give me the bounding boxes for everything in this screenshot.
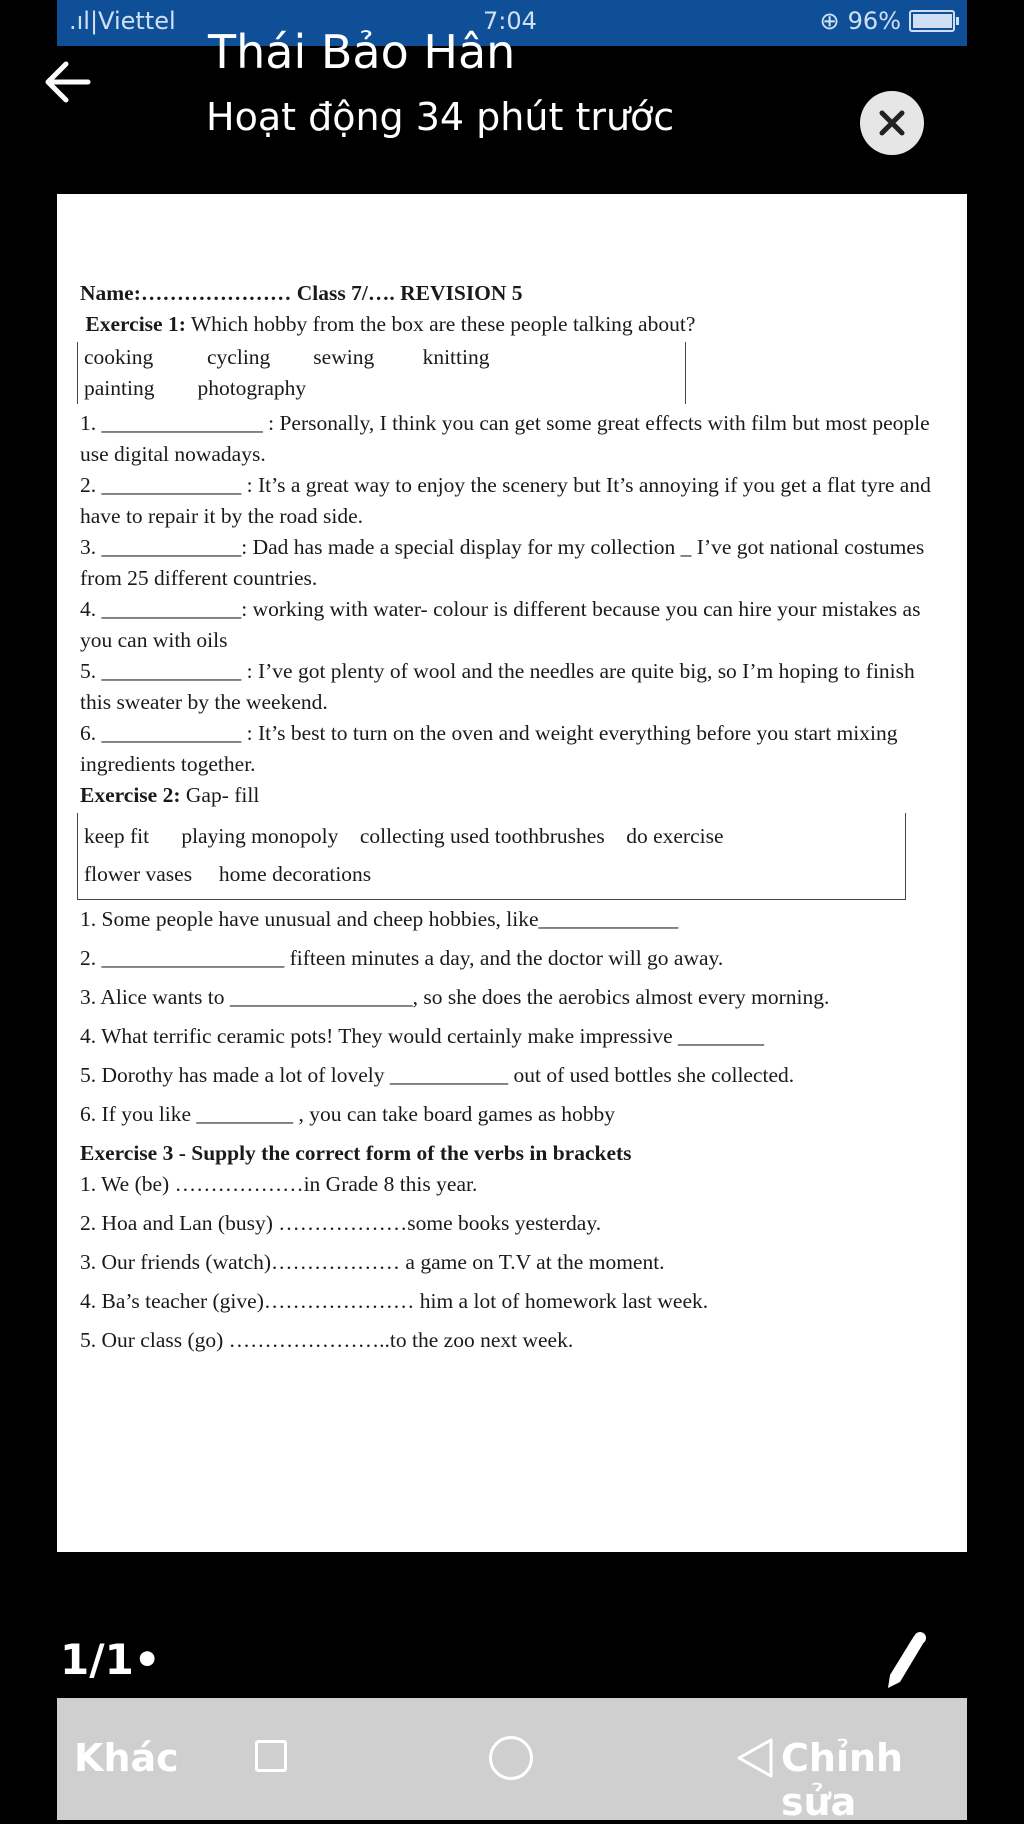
ex2-item: 3. Alice wants to _________________, so she does the aerobics almost every morning.: [80, 985, 830, 1009]
ex2-item: 2. _________________ fifteen minutes a day, and the doctor will go away.: [80, 946, 724, 970]
ex1-item: 4. _____________: working with water- colour is different because you can hire your mistakes as you can with oils: [80, 597, 921, 652]
ex2-heading: Exercise 2: Gap- fill: [80, 783, 260, 807]
ex2-box-line: keep fit playing monopoly collecting used toothbrushes do exercise: [84, 824, 724, 848]
activity-status: Hoạt động 34 phút trước: [206, 95, 675, 139]
ex2-box-line: flower vases home decorations: [84, 862, 372, 886]
ex3-item: 1. We (be) ………………in Grade 8 this year.: [80, 1172, 478, 1196]
clock: 7:04: [483, 7, 537, 35]
status-right: [820, 7, 955, 35]
document-image[interactable]: [57, 194, 967, 1552]
ex3-item: 4. Ba’s teacher (give)………………… him a lot of homework last week.: [80, 1289, 709, 1313]
more-button[interactable]: Khác: [74, 1736, 179, 1780]
back-arrow-icon[interactable]: [42, 58, 92, 106]
ex2-item: 6. If you like _________ , you can take board games as hobby: [80, 1102, 615, 1126]
contact-name: Thái Bảo Hân: [208, 25, 516, 79]
recent-apps-icon[interactable]: [255, 1740, 287, 1772]
pencil-icon[interactable]: [880, 1630, 930, 1692]
ex1-item: 2. _____________ : It’s a great way to enjoy the scenery but It’s annoying if you get a flat tyre and have to repair it by the road side.: [80, 473, 931, 528]
ex2-word-box: [77, 813, 906, 900]
battery-percent: 96%: [847, 7, 901, 35]
worksheet-heading: Name:………………… Class 7/…. REVISION 5: [80, 281, 523, 305]
close-icon: [877, 108, 907, 138]
ex3-item: 2. Hoa and Lan (busy) ………………some books yesterday.: [80, 1211, 602, 1235]
lock-rotation-icon: ⊕: [819, 7, 840, 35]
ex1-item: 3. _____________: Dad has made a special display for my collection _ I’ve got national costumes from 25 different countries.: [80, 535, 925, 590]
ex1-heading: Exercise 1: Which hobby from the box are these people talking about?: [85, 312, 696, 336]
bottom-nav-bar: [57, 1698, 967, 1824]
close-button[interactable]: [860, 91, 924, 155]
ex1-word-box: [77, 342, 686, 404]
ex3-heading: Exercise 3 - Supply the correct form of the verbs in brackets: [80, 1141, 632, 1165]
ex1-item: 1. _______________ : Personally, I think you can get some great effects with film but most people use digital nowadays.: [80, 411, 930, 466]
edit-button[interactable]: Chỉnh sửa: [781, 1736, 904, 1824]
home-icon[interactable]: [489, 1736, 533, 1780]
ex1-item: 6. _____________ : It’s best to turn on the oven and weight everything before you start mixing ingredients together.: [80, 721, 898, 776]
ex2-item: 1. Some people have unusual and cheep hobbies, like_____________: [80, 907, 679, 931]
back-triangle-icon[interactable]: [735, 1736, 775, 1780]
carrier-label: .ıl|Viettel: [69, 7, 176, 35]
ex3-item: 3. Our friends (watch)……………… a game on T.V at the moment.: [80, 1250, 665, 1274]
battery-icon: [909, 10, 955, 32]
ex3-item: 5. Our class (go) …………………..to the zoo next week.: [80, 1328, 574, 1352]
ex1-box-line: painting photography: [84, 376, 307, 400]
page-indicator: 1/1•: [60, 1635, 161, 1684]
ex1-box-line: cooking cycling sewing knitting: [84, 345, 490, 369]
worksheet: [80, 278, 936, 1356]
ex2-item: 5. Dorothy has made a lot of lovely ___________ out of used bottles she collected.: [80, 1063, 795, 1087]
ex1-item: 5. _____________ : I’ve got plenty of wool and the needles are quite big, so I’m hoping to finish this sweater by the weekend.: [80, 659, 915, 714]
ex2-item: 4. What terrific ceramic pots! They would certainly make impressive ________: [80, 1024, 765, 1048]
